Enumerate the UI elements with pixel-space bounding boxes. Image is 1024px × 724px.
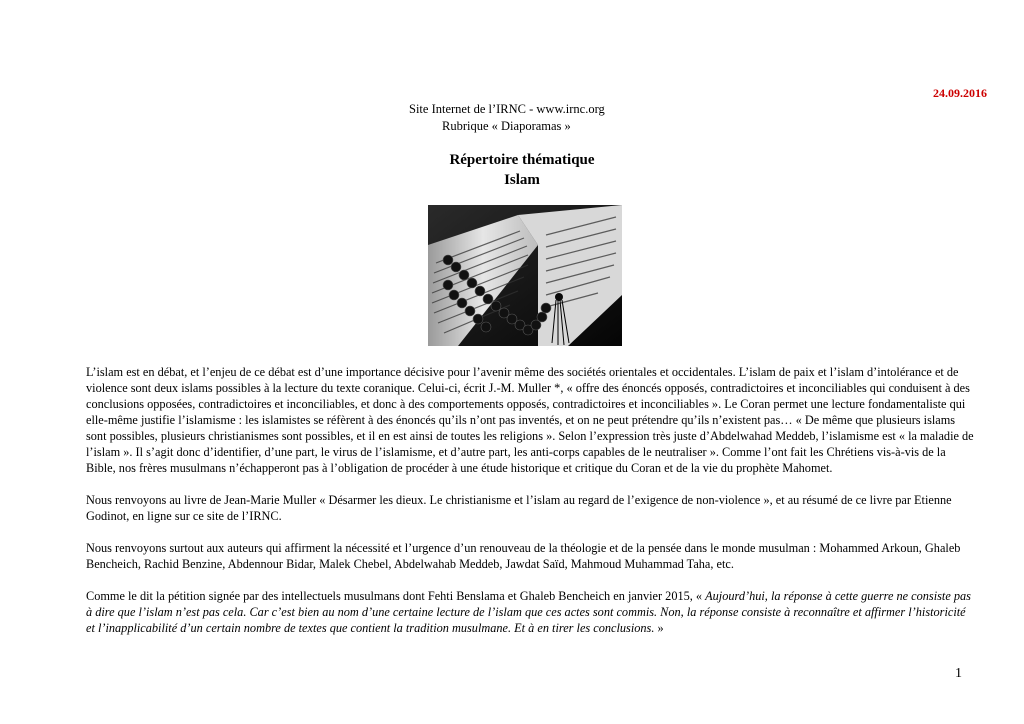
- paragraph-3: Nous renvoyons surtout aux auteurs qui affirment la nécessité et l’urgence d’un renouveau de la théologie et de la pensée dans le monde musulman : Mohammed Arkoun, Ghaleb Bencheich, Rachid Benzine, Abdennour Bidar, Malek Chebel, Abdelwahab Meddeb, Jawdat Saïd, Mahmoud Muhammad Taha, etc.: [86, 541, 961, 571]
- quran-photo-illustration: [428, 205, 622, 346]
- title-line-2: Islam: [504, 172, 540, 188]
- document-date: 24.09.2016: [933, 86, 987, 100]
- body-text: [86, 364, 976, 652]
- page-title: [0, 150, 1024, 190]
- quran-photo: [428, 205, 622, 346]
- paragraph-4-end: »: [654, 621, 664, 635]
- rubrique-header: Rubrique « Diaporamas »: [442, 119, 571, 133]
- paragraph-1: L’islam est en débat, et l’enjeu de ce débat est d’une importance décisive pour l’avenir même des sociétés orientales et occidentales. L’islam de paix et l’islam d’intolérance et de violence sont deux islams possibles à la lecture du texte coranique. Celui-ci, écrit J.-M. Muller *, « offre des énoncés opposés, contradictoires et inconciliables qui conduisent à des conclusions opposées, contradictoires et inconciliables, et donc à des comportements opposés, contradictoires et inconciliables ». Le Coran permet une lecture fondamentaliste qui elle-même justifie l’islamisme : les islamistes se réfèrent à des énoncés qu’ils n’ont pas inventés, et on ne peut prétendre qu’ils n’existent pas… « De même que plusieurs islams sont possibles, plusieurs christianismes sont possibles, et il en est ainsi de toutes les religions ». Selon l’expression très juste d’Abdelwahad Meddeb, l’islamisme est « la maladie de l’islam ». Il s’agit donc d’identifier, d’une part, le virus de l’islamisme, et d’autre part, les anti-corps capables de le neutraliser ». Comme l’ont fait les Chrétiens vis-à-vis de la Bible, nos frères musulmans n’échapperont pas à l’obligation de procéder à une étude historique et critique du Coran et de la vie du prophète Mahomet.: [86, 365, 974, 475]
- title-line-1: Répertoire thématique: [449, 152, 595, 168]
- petition-quote: Aujourd’hui, la réponse à cette guerre ne consiste pas à dire que l’islam n’est pas cela. Car c’est bien au nom d’une certaine lecture de l’islam que ces actes sont commis. Non, la réponse consiste à reconnaître et affirmer l’historicité et l’inapplicabilité d’un certain nombre de textes que contient la tradition musulmane. Et à en tirer les conclusions.: [86, 589, 971, 635]
- paragraph-4: [86, 588, 976, 636]
- site-header: Site Internet de l’IRNC - www.irnc.org: [409, 102, 605, 116]
- page-number: 1: [955, 666, 962, 681]
- paragraph-2: Nous renvoyons au livre de Jean-Marie Muller « Désarmer les dieux. Le christianisme et l’islam au regard de l’exigence de non-violence », et au résumé de ce livre par Etienne Godinot, en ligne sur ce site de l’IRNC.: [86, 493, 952, 523]
- paragraph-4-intro: Comme le dit la pétition signée par des intellectuels musulmans dont Fehti Benslama et Ghaleb Bencheich en janvier 2015, «: [86, 589, 706, 603]
